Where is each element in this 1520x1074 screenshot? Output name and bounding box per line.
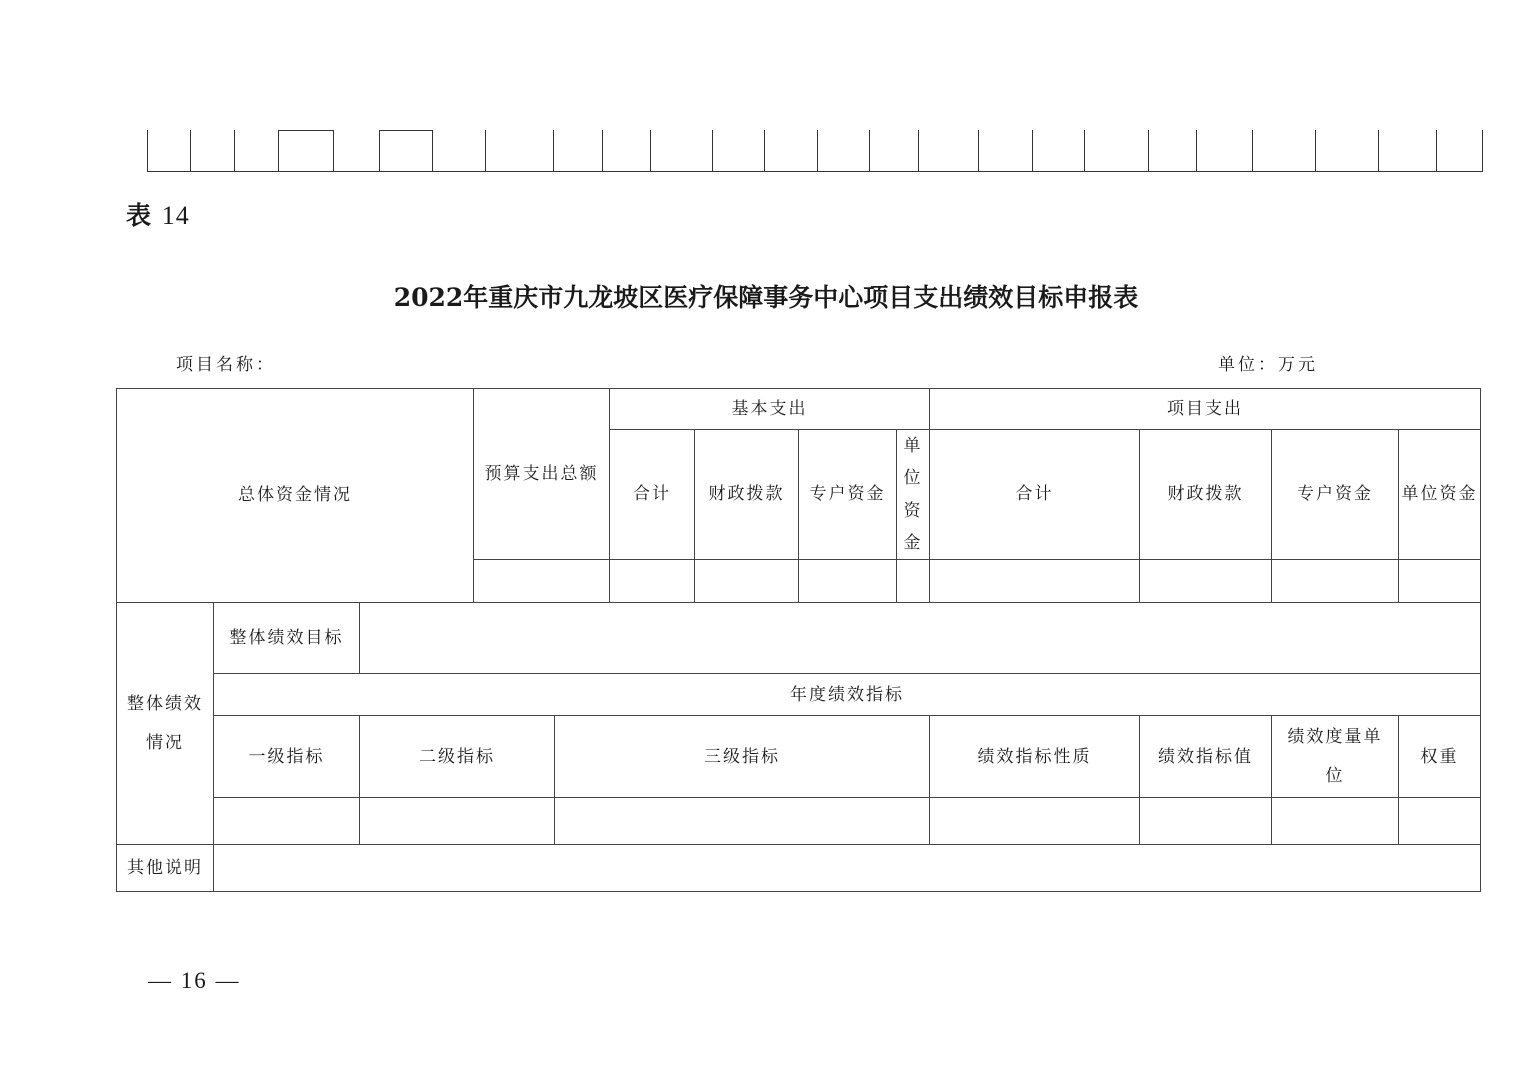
indicator-nature-cell[interactable] (930, 798, 1140, 845)
project-col-special-account: 专户资金 (1272, 430, 1399, 560)
table-label (126, 196, 190, 232)
overall-funds-label: 总体资金情况 (117, 389, 474, 603)
weight-cell[interactable] (1399, 798, 1481, 845)
basic-col-unit-funds: 单位资金 (897, 430, 930, 560)
annual-indicator-header: 年度绩效指标 (214, 674, 1481, 716)
level1-indicator-header: 一级指标 (214, 716, 360, 798)
project-fiscal-value[interactable] (1140, 560, 1272, 603)
basic-col-total: 合计 (610, 430, 695, 560)
unit-label: 单位：万元 (1218, 355, 1318, 375)
measure-unit-cell[interactable] (1272, 798, 1399, 845)
project-total-value[interactable] (930, 560, 1140, 603)
project-col-total: 合计 (930, 430, 1140, 560)
other-notes-label: 其他说明 (117, 845, 214, 892)
project-name-label: 项目名称： (176, 355, 276, 375)
budget-total-label: 预算支出总额 (474, 389, 610, 560)
basic-col-fiscal: 财政拨款 (695, 430, 799, 560)
measure-unit-header: 绩效度量单位 (1272, 716, 1399, 798)
project-expense-header: 项目支出 (930, 389, 1481, 430)
project-col-fiscal: 财政拨款 (1140, 430, 1272, 560)
basic-col-special-account: 专户资金 (799, 430, 897, 560)
indicator-value-cell[interactable] (1140, 798, 1272, 845)
indicator-nature-header: 绩效指标性质 (930, 716, 1140, 798)
project-special-value[interactable] (1272, 560, 1399, 603)
level2-indicator-cell[interactable] (360, 798, 555, 845)
level3-indicator-header: 三级指标 (555, 716, 930, 798)
basic-special-value[interactable] (799, 560, 897, 603)
overall-goal-label: 整体绩效目标 (214, 603, 360, 674)
level2-indicator-header: 二级指标 (360, 716, 555, 798)
previous-table-fragment (147, 130, 1483, 172)
basic-fiscal-value[interactable] (695, 560, 799, 603)
page-number: — 16 — (148, 968, 241, 993)
project-unit-value[interactable] (1399, 560, 1481, 603)
document-title: 2022年重庆市九龙坡区医疗保障事务中心项目支出绩效目标申报表 (393, 283, 1139, 312)
table-label-number: 14 (161, 201, 190, 230)
overall-goal-value[interactable] (360, 603, 1481, 674)
table-label-prefix: 表 (126, 201, 153, 230)
budget-total-value[interactable] (474, 560, 610, 603)
performance-target-table (116, 388, 1481, 892)
project-col-unit-funds: 单位资金 (1399, 430, 1481, 560)
other-notes-value[interactable] (214, 845, 1481, 892)
basic-total-value[interactable] (610, 560, 695, 603)
weight-header: 权重 (1399, 716, 1481, 798)
level1-indicator-cell[interactable] (214, 798, 360, 845)
basic-unit-value[interactable] (897, 560, 930, 603)
basic-expense-header: 基本支出 (610, 389, 930, 430)
indicator-value-header: 绩效指标值 (1140, 716, 1272, 798)
overall-performance-label: 整体绩效情况 (117, 603, 214, 845)
level3-indicator-cell[interactable] (555, 798, 930, 845)
